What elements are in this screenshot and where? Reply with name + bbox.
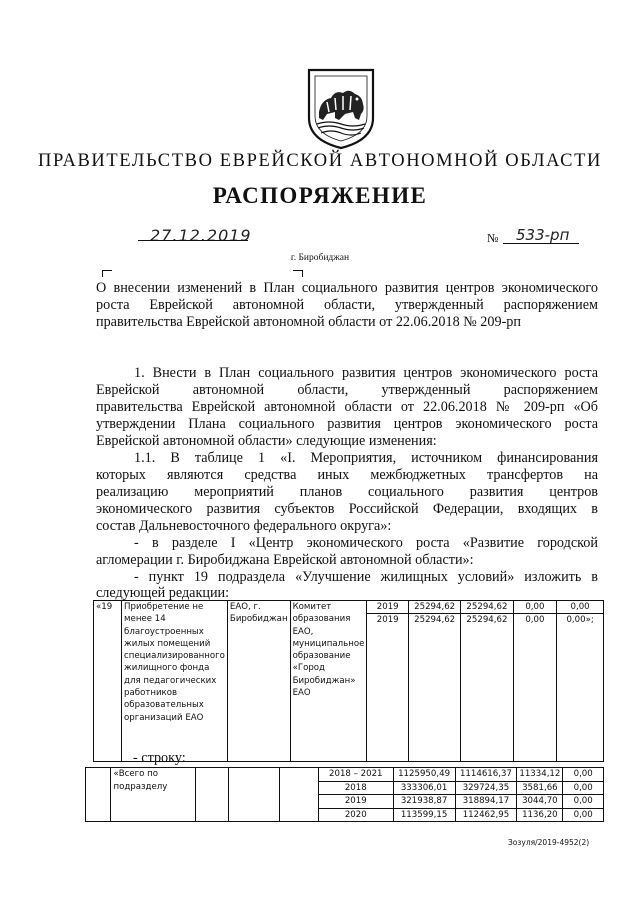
value-cell: 11334,12: [517, 768, 563, 782]
value-cell: 112462,95: [455, 808, 517, 822]
document-number: 533-рп: [516, 226, 570, 244]
government-title: ПРАВИТЕЛЬСТВО ЕВРЕЙСКОЙ АВТОНОМНОЙ ОБЛАСТИ: [38, 151, 602, 171]
title-bracket-right: [293, 270, 303, 277]
document-date: 27.12.2019: [150, 226, 252, 245]
body-line: утверждении Плана социального развития центров экономического роста: [96, 416, 598, 432]
value-cell: 1114616,37: [455, 768, 517, 782]
body-line: состав Дальневосточного федерального округа»:: [96, 518, 392, 534]
title-line: О внесении изменений в План социального развития центров экономического: [96, 280, 598, 296]
year-cell: 2019: [367, 614, 409, 762]
document-type: РАСПОРЯЖЕНИЕ: [212, 183, 428, 208]
body-line: - пункт 19 подраздела «Улучшение жилищных условий» изложить в: [134, 569, 598, 585]
value-cell: 321938,87: [393, 795, 455, 809]
value-cell: 25294,62: [461, 614, 513, 762]
table-row: [94, 601, 604, 614]
item-19-table: [93, 600, 604, 762]
number-underline: [503, 243, 579, 244]
value-cell: 329724,35: [455, 781, 517, 795]
value-cell: 0,00: [513, 614, 557, 762]
title-line: правительства Еврейской автономной области от 22.06.2018 № 209-рп: [96, 314, 521, 330]
item-executor-cell: Комитет образования ЕАО, муниципальное образование «Город Биробиджан» ЕАО: [290, 601, 367, 762]
body-line: следующей редакции:: [96, 585, 230, 601]
coat-of-arms-emblem: [305, 66, 377, 150]
value-cell: 0,00: [563, 808, 604, 822]
year-cell: 2018: [318, 781, 393, 795]
title-bracket-left: [102, 270, 112, 277]
body-line: агломерации г. Биробиджана Еврейской автономной области»:: [96, 552, 474, 568]
year-cell: 2020: [318, 808, 393, 822]
value-cell: 0,00»;: [557, 614, 604, 762]
value-cell: 3581,66: [517, 781, 563, 795]
value-cell: 0,00: [563, 781, 604, 795]
value-cell: 25294,62: [409, 601, 461, 614]
value-cell: 0,00: [563, 768, 604, 782]
year-cell: 2019: [367, 601, 409, 614]
body-line: 1.1. В таблице 1 «I. Мероприятия, источником финансирования: [134, 450, 598, 466]
value-cell: 113599,15: [393, 808, 455, 822]
title-line: роста Еврейской автономной области, утвержденный распоряжением: [96, 297, 598, 313]
value-cell: 25294,62: [409, 614, 461, 762]
year-cell: 2019: [318, 795, 393, 809]
date-underline: [138, 240, 248, 241]
item-number-cell: «19: [94, 601, 122, 762]
line-between-tables: - строку:: [133, 750, 186, 766]
value-cell: 25294,62: [461, 601, 513, 614]
value-cell: 318894,17: [455, 795, 517, 809]
year-cell: 2018 – 2021: [318, 768, 393, 782]
footer-code: Зозуля/2019-4952(2): [508, 838, 590, 847]
table-row: [86, 768, 604, 782]
item-name-cell: Приобретение не менее 14 благоустроенных жилых помещений специализированного жилищного фонда для педагогических работников образовательных организаций ЕАО: [122, 601, 228, 762]
body-line: Еврейской автономной области, утвержденный распоряжением: [96, 382, 598, 398]
value-cell: 0,00: [557, 601, 604, 614]
city-label: г. Биробиджан: [290, 253, 350, 263]
body-line: которых являются средства иных межбюджетных трансфертов на: [96, 467, 598, 483]
body-line: экономического развития субъектов Российской Федерации, входящих в: [96, 501, 598, 517]
value-cell: 333306,01: [393, 781, 455, 795]
number-sign: №: [487, 231, 499, 245]
value-cell: 1136,20: [517, 808, 563, 822]
subsection-total-table: [85, 767, 604, 822]
total-label-cell: «Всего по подразделу: [111, 768, 195, 822]
body-line: правительства Еврейской автономной области от 22.06.2018 № 209-рп «Об: [96, 399, 598, 415]
body-line: реализацию мероприятий планов социального развития центров: [96, 484, 598, 500]
value-cell: 0,00: [513, 601, 557, 614]
value-cell: 1125950,49: [393, 768, 455, 782]
value-cell: 0,00: [563, 795, 604, 809]
body-line: - в разделе I «Центр экономического роста «Развитие городской: [134, 535, 598, 551]
body-line: Еврейской автономной области» следующие изменения:: [96, 433, 437, 449]
value-cell: 3044,70: [517, 795, 563, 809]
item-place-cell: ЕАО, г. Биробиджан: [227, 601, 290, 762]
body-line: 1. Внести в План социального развития центров экономического роста: [134, 365, 598, 381]
